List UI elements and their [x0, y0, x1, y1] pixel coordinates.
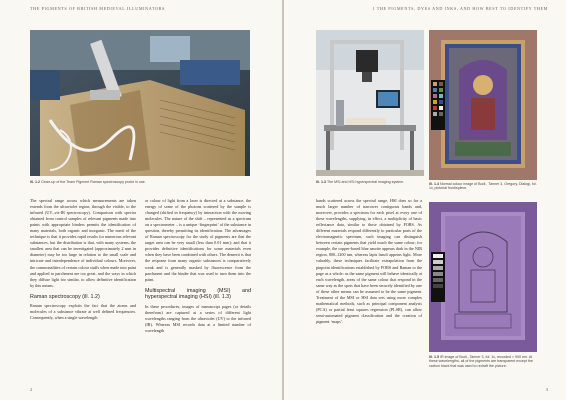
- figure-caption-1-4: [429, 182, 537, 191]
- caption-label: Ill. 1.3: [316, 180, 326, 184]
- right-page: [284, 0, 566, 400]
- figure-caption-1-5: [429, 355, 537, 368]
- left-page: [0, 0, 282, 400]
- caption-label: Ill. 1.5: [429, 355, 439, 359]
- caption-text: Close-up of the Team Pigment Raman spectroscopy probe in use.: [41, 180, 146, 184]
- manuscript-ir-illustration: [429, 202, 537, 352]
- manuscript-colour-illustration: [429, 30, 537, 180]
- section-heading: Raman spectroscopy (ill. 1.2): [30, 293, 100, 300]
- grey-scale-target: [431, 252, 445, 302]
- caption-label: Ill. 1.2: [30, 180, 40, 184]
- caption-text: Normal colour image of Bodl., Tanner 3, Gregory, Dialogi, fol. 1v, pictorial frontispiece.: [429, 182, 537, 191]
- paragraph: or colour of light from a laser is directed at a substance, the energy of some of the photons scattered by the sample is changed (shifted in frequency) by interaction with the moving molecules. The nature of the shift – represented as a spectrum on a spectrometer – is a unique ‘fingerprint’ of the substance in question, thereby permitting its identification. The advantages of Raman spectroscopy for the study of pigments are that the target area can be very small (less than 0.01 mm); and that it provides definitive identifications for some materials even when they have been combined with others. The demerit is that the response from many organic substances is comparatively weak and is generally masked by fluorescence from the parchment and the binder that was used to turn them into the paint.: [145, 198, 251, 282]
- paragraph: In these procedures, images of manuscript pages (or details therefrom) are captured at a series of different light wavelengths ranging from the ultraviolet (UV) to the infrared (IR). Whereas MSI records data at a limited number of wavelength: [145, 303, 251, 334]
- colour-checker: [431, 80, 445, 130]
- figure-caption-1-2: [30, 180, 250, 184]
- left-column-2: [145, 198, 251, 334]
- page-number-left: 2: [30, 387, 33, 392]
- manuscript-ir-image: [429, 202, 537, 352]
- page-number-right: 3: [545, 387, 548, 392]
- figure-caption-1-3: [316, 180, 424, 184]
- section-heading: Multispectral imaging (MSI) and hyperspectral imaging (HSI) (ill. 1.3): [145, 287, 251, 301]
- imaging-system-photo: [316, 30, 424, 176]
- imaging-system-illustration: [316, 30, 424, 176]
- raman-probe-photo: [30, 30, 250, 176]
- paragraph: bands scattered across the spectral range, HSI does so for a much larger number of narrower contiguous bands and, moreover, provides a spectrum for each pixel at every one of these wavelengths, supplying, in effect, a multiplicity of basic reflectance data, similar to those obtained by FORS. As different materials respond differently to particular parts of the electromagnetic spectrum, such imaging can distinguish between certain pigments that yield much the same colour; for example, the copper-based blue azurite appears dark in the NIR region, 800–1200 nm, whereas lapis lazuli appears light. More valuably, these techniques facilitate extrapolation from the pinpoint identifications established by FORS and Raman to the page as a whole: as the same pigment will behave identically at each wavelength, areas of the same colour that respond in the same way as the spots that have been securely identified by one of these other means can be assumed to be the same pigment. Treatment of the MSI or HSI data sets using more complex mathematical methods, such as principal component analysis (PCA) or partial least squares regression (PLSR), can allow semi-automated pigment classification and the creation of pigment ‘maps’.: [316, 198, 422, 324]
- right-column-1: [316, 198, 422, 325]
- caption-text: IR image of Bodl., Tanner 3, fol. 1v, recorded > 900 nm. At these wavelengths, all of the pigments are transparent except the carbon black that was used to redraft the picture.: [429, 355, 533, 368]
- raman-probe-illustration: [30, 30, 250, 176]
- paragraph: Raman spectroscopy exploits the fact that the atoms and molecules of a substance vibrate at well defined frequencies. Consequently, when a single wavelength: [30, 303, 136, 321]
- manuscript-colour-image: [429, 30, 537, 180]
- running-head-left: THE PIGMENTS OF BRITISH MEDIEVAL ILLUMINATORS: [30, 6, 165, 11]
- running-head-right: 1 THE PIGMENTS, DYES AND INKS, AND HOW BEST TO IDENTIFY THEM: [372, 6, 548, 11]
- left-column-1: [30, 198, 136, 321]
- caption-label: Ill. 1.4: [429, 182, 439, 186]
- caption-text: The MSI and HSI hyperspectral imaging system.: [326, 180, 405, 184]
- paragraph: The spectral range across which measurements are taken extends from the ultraviolet region, through the visible, to the infrared (UV–vis-IR spectroscopy). Comparison with spectra obtained from control samples of relevant pigments made into paints with appropriate binders permits the identification of many materials, both organic and inorganic. The merit of the technique is that it provides rapid results for numerous relevant substances, but the distribution is that, with many systems, the smallest area that can be investigated (approximately 2 mm in diameter) may be too large in relation to the small scale and intricate and interdependence of individual colours. Moreover, the commonalities of certain colour stuffs when made into paint and applied to parchment are too great, and the ways in which they diffuse light too similar, to allow definitive identification by this means.: [30, 198, 136, 288]
